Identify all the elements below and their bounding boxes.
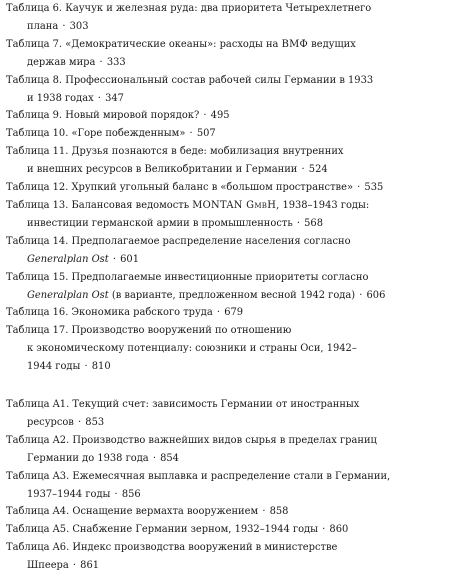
separator: · <box>114 488 118 500</box>
list-item: Таблица 9. Новый мировой порядок? · 495 <box>6 110 230 122</box>
page-number: 568 <box>304 217 323 229</box>
separator: · <box>189 128 193 140</box>
page-number: 856 <box>121 488 141 500</box>
list-item: Таблица 12. Хрупкий угольный баланс в «большом пространстве» · 535 <box>6 182 384 194</box>
separator: · <box>301 164 305 176</box>
separator: · <box>97 92 101 104</box>
page-number: 303 <box>69 20 89 32</box>
list-item: Таблица A6. Индекс производства вооружений в министерстве Шпеера · 861 <box>6 542 338 572</box>
page-number: 854 <box>160 452 179 464</box>
list-item: Таблица 17. Производство вооружений по отношению к экономическому потенциалу: союзники и страны Оси, 1942– 1944 годы · 810 <box>6 325 357 373</box>
page-number: 679 <box>224 307 244 319</box>
page-number: 347 <box>105 92 124 104</box>
list-item: Таблица 13. Балансовая ведомость MONTAN GmbH, 1938–1943 годы: инвестиции германской армии в промышленность · 568 <box>6 199 370 229</box>
page-number: 535 <box>364 182 384 194</box>
separator: · <box>322 524 326 536</box>
page-number: 810 <box>91 361 111 373</box>
separator: · <box>216 307 221 319</box>
separator: · <box>357 182 361 194</box>
list-item: Таблица 8. Профессиональный состав рабочей силы Германии в 1933 и 1938 годах · 347 <box>6 74 374 104</box>
page-number: 524 <box>308 164 328 176</box>
list-item: Таблица A1. Текущий счет: зависимость Германии от иностранных ресурсов · 853 <box>6 399 360 428</box>
separator: · <box>99 56 103 68</box>
page-number: 333 <box>106 56 126 68</box>
page-number: 601 <box>120 253 139 265</box>
page-number: 861 <box>80 560 100 572</box>
separator: · <box>203 110 207 122</box>
table-of-tables <box>6 0 470 575</box>
separator: · <box>112 253 116 265</box>
page-number: 853 <box>85 416 105 428</box>
page-number: 858 <box>269 506 289 518</box>
list-item: Таблица 10. «Горе побежденным» · 507 <box>6 128 216 140</box>
separator: · <box>262 506 266 518</box>
separator: · <box>62 20 66 32</box>
list-item: Таблица 14. Предполагаемое распределение населения согласно Generalplan Ost · 601 <box>6 235 351 265</box>
list-item: Таблица 15. Предполагаемые инвестиционные приоритеты согласно Generalplan Ost (в варианте, предложенном весной 1942 года) · 606 <box>6 271 386 301</box>
page-number: 606 <box>366 289 386 301</box>
separator: · <box>78 416 82 428</box>
page-number: 507 <box>196 128 216 140</box>
list-item: Таблица 16. Экономика рабского труда · 679 <box>6 307 244 319</box>
separator: · <box>359 289 363 301</box>
list-item: Таблица A4. Оснащение вермахта вооружением · 858 <box>6 506 289 518</box>
separator: · <box>296 217 300 229</box>
list-item: Таблица 11. Друзья познаются в беде: мобилизация внутренних и внешних ресурсов в Великобритании и Германии · 524 <box>6 146 344 176</box>
separator: · <box>152 452 156 464</box>
section-gap <box>6 376 470 396</box>
list-item: Таблица A2. Производство важнейших видов сырья в пределах границ Германии до 1938 года · 854 <box>6 434 377 464</box>
page-number: 495 <box>210 110 230 122</box>
separator: · <box>84 361 88 373</box>
page-number: 860 <box>329 524 349 536</box>
list-item: Таблица 7. «Демократические океаны»: расходы на ВМФ ведущих держав мира · 333 <box>6 38 356 68</box>
list-item: Таблица A5. Снабжение Германии зерном, 1932–1944 годы · 860 <box>6 524 349 536</box>
separator: · <box>72 560 77 572</box>
list-item: Таблица 6. Каучук и железная руда: два приоритета Четырехлетнего плана · 303 <box>6 3 372 32</box>
list-item: Таблица A3. Ежемесячная выплавка и распределение стали в Германии, 1937–1944 годы · 856 <box>6 470 391 500</box>
